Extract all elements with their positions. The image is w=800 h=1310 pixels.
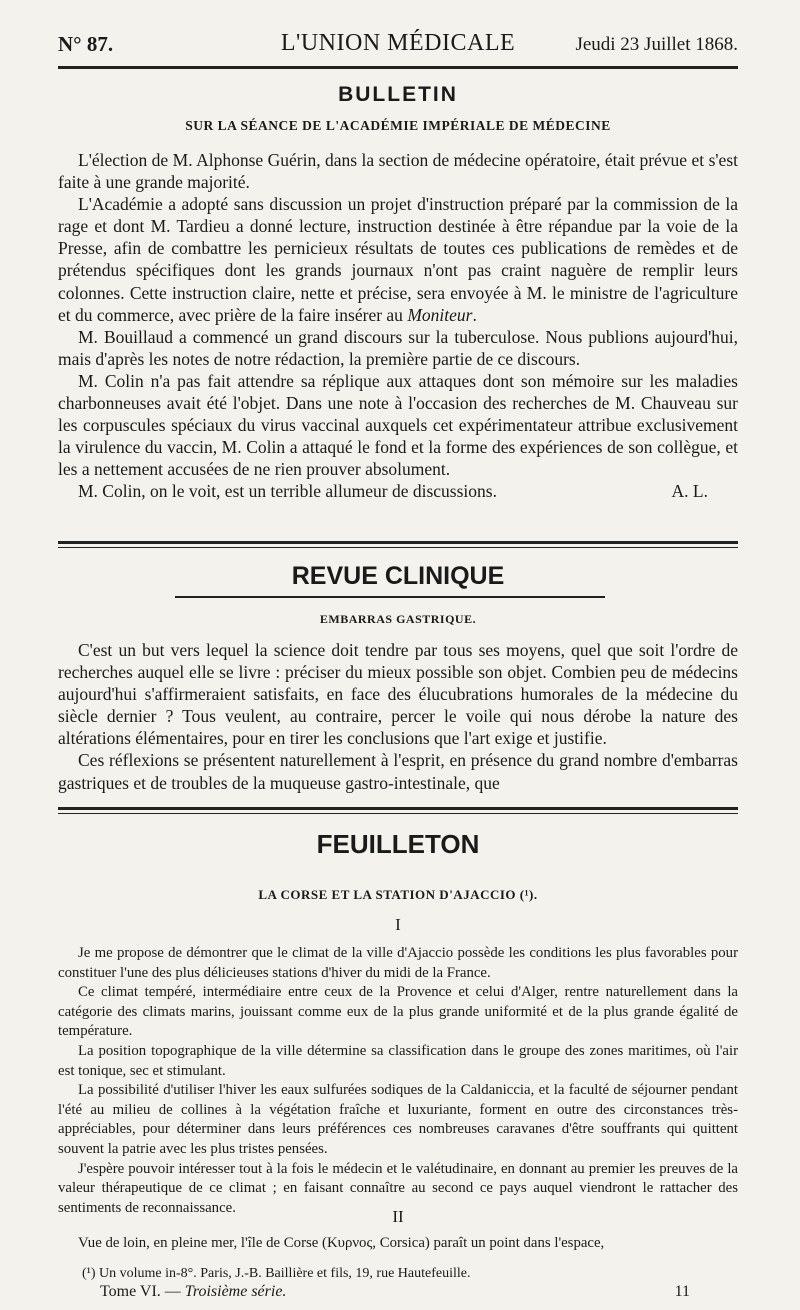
signature: A. L. xyxy=(671,481,708,502)
feuilleton-last xyxy=(58,1234,738,1254)
paragraph: M. Colin, on le voit, est un terrible allumeur de discussions. A. L. xyxy=(78,481,708,502)
issue-number: N° 87. xyxy=(58,32,114,56)
journal-title: L'UNION MÉDICALE xyxy=(280,30,516,56)
header-rule xyxy=(58,66,738,69)
paragraph: L'élection de M. Alphonse Guérin, dans la section de médecine opératoire, était prévue et s'est faite à une grande majorité. xyxy=(58,150,738,193)
paragraph: Vue de loin, en pleine mer, l'île de Corse (Κυρνος, Corsica) paraît un point dans l'espace, xyxy=(78,1235,605,1251)
revue-body xyxy=(58,639,738,794)
paragraph: La possibilité d'utiliser l'hiver les eaux sulfurées sodiques de la Caldaniccia, et la faculté de séjourner pendant l'été au milieu de collines à la végétation fraîche et luxuriante, forment en outre des circonstances très-appréciables, pour déterminer dans leurs préférences ces nombreuses caravanes d'être souffrants qui quittent souvent la patrie avec les plus tristes pensées. xyxy=(58,1082,738,1157)
tome-label: Tome VI. — xyxy=(100,1283,181,1300)
feuilleton-title: FEUILLETON xyxy=(316,829,480,859)
section-rule xyxy=(58,813,738,814)
moniteur-title: Moniteur xyxy=(407,304,473,325)
page-header xyxy=(58,30,738,60)
paragraph: C'est un but vers lequel la science doit tendre par tous ses moyens, quel que soit l'ordre de recherches auquel elle se livre : préciser du mieux possible son objet. Combien peu de médecins aujourd'hui s'affirmeraient satisfaits, en face des élucubrations humorales de la médecine du siècle dernier ? Tous veulent, au contraire, percer le voile qui nous dérobe la nature des altérations élémentaires, pour en tirer les conclusions que l'art exige et justifie. xyxy=(58,640,738,749)
bulletin-body xyxy=(58,149,738,503)
section-numeral: I xyxy=(395,915,401,934)
paragraph: Je me propose de démontrer que le climat de la ville d'Ajaccio possède les conditions les plus favorables pour constituer l'une des plus délicieuses stations d'hiver du midi de la France. xyxy=(58,945,738,981)
title-rule xyxy=(175,596,605,598)
section-numeral: II xyxy=(392,1207,404,1226)
page-footer xyxy=(100,1283,690,1301)
section-rule xyxy=(58,541,738,544)
feuilleton-subtitle: LA CORSE ET LA STATION D'AJACCIO (¹). xyxy=(258,887,538,902)
bulletin-title: BULLETIN xyxy=(338,83,458,106)
section-rule xyxy=(58,807,738,810)
paragraph: L'Académie a adopté sans discussion un projet d'instruction préparé par la commission de la rage et dont M. Tardieu a donné lecture, instruction destinée à être répandue par la voie de la Presse, afin de combattre les pernicieux résultats de toutes ces publications de remèdes et de prétendus spécifiques dont les grands journaux n'ont pas craint naguère de remplir leurs colonnes. Cette instruction claire, nette et précise, sera envoyée à M. le ministre de l'agriculture et du commerce, avec prière de la faire insérer au Moniteur. xyxy=(58,194,738,325)
paragraph: Ces réflexions se présentent naturellement à l'esprit, en présence du grand nombre d'embarras gastriques et de troubles de la muqueuse gastro-intestinale, que xyxy=(58,750,738,793)
paragraph: J'espère pouvoir intéresser tout à la fois le médecin et le valétudinaire, en donnant au premier les preuves de la valeur thérapeutique de ce climat ; en faisant connaître au second ce pays auquel viendront le rattacher des sentiments de reconnaissance. xyxy=(58,1160,738,1216)
page-number: 11 xyxy=(674,1283,690,1300)
bulletin-subtitle: SUR LA SÉANCE DE L'ACADÉMIE IMPÉRIALE DE MÉDECINE xyxy=(185,118,611,133)
feuilleton-body xyxy=(58,944,738,1218)
paragraph: M. Colin n'a pas fait attendre sa réplique aux attaques dont son mémoire sur les maladies charbonneuses avait été l'objet. Dans une note à l'occasion des recherches de M. Chauveau sur les corpuscules spéciaux du virus vaccinal auxquels cet expérimentateur attribue exclusivement la virulence du vaccin, M. Colin a attaqué le fond et la forme des expériences de son collègue, et les a nettement accusées de ne rien prouver absolument. xyxy=(58,370,738,480)
paragraph: La position topographique de la ville détermine sa classification dans le groupe des zones maritimes, où l'air est tonique, sec et stimulant. xyxy=(58,1042,738,1079)
issue-date: Jeudi 23 Juillet 1868. xyxy=(575,34,738,55)
revue-title: REVUE CLINIQUE xyxy=(291,562,505,590)
footnote-ref: (¹). xyxy=(519,887,538,902)
series-label: Troisième série. xyxy=(184,1283,287,1300)
paragraph: Ce climat tempéré, intermédiaire entre ceux de la Provence et celui d'Alger, rentre naturellement dans la catégorie des climats marins, jouissant comme eux de la plus grande uniformité et de la plus grande égalité de température. xyxy=(58,984,738,1040)
section-rule xyxy=(58,547,738,548)
footnote: (¹) Un volume in-8°. Paris, J.-B. Baillière et fils, 19, rue Hautefeuille. xyxy=(82,1266,471,1281)
paragraph: M. Bouillaud a commencé un grand discours sur la tuberculose. Nous publions aujourd'hui, mais d'après les notes de notre rédaction, la première partie de ce discours. xyxy=(58,326,738,369)
revue-subtitle: EMBARRAS GASTRIQUE. xyxy=(319,612,477,626)
